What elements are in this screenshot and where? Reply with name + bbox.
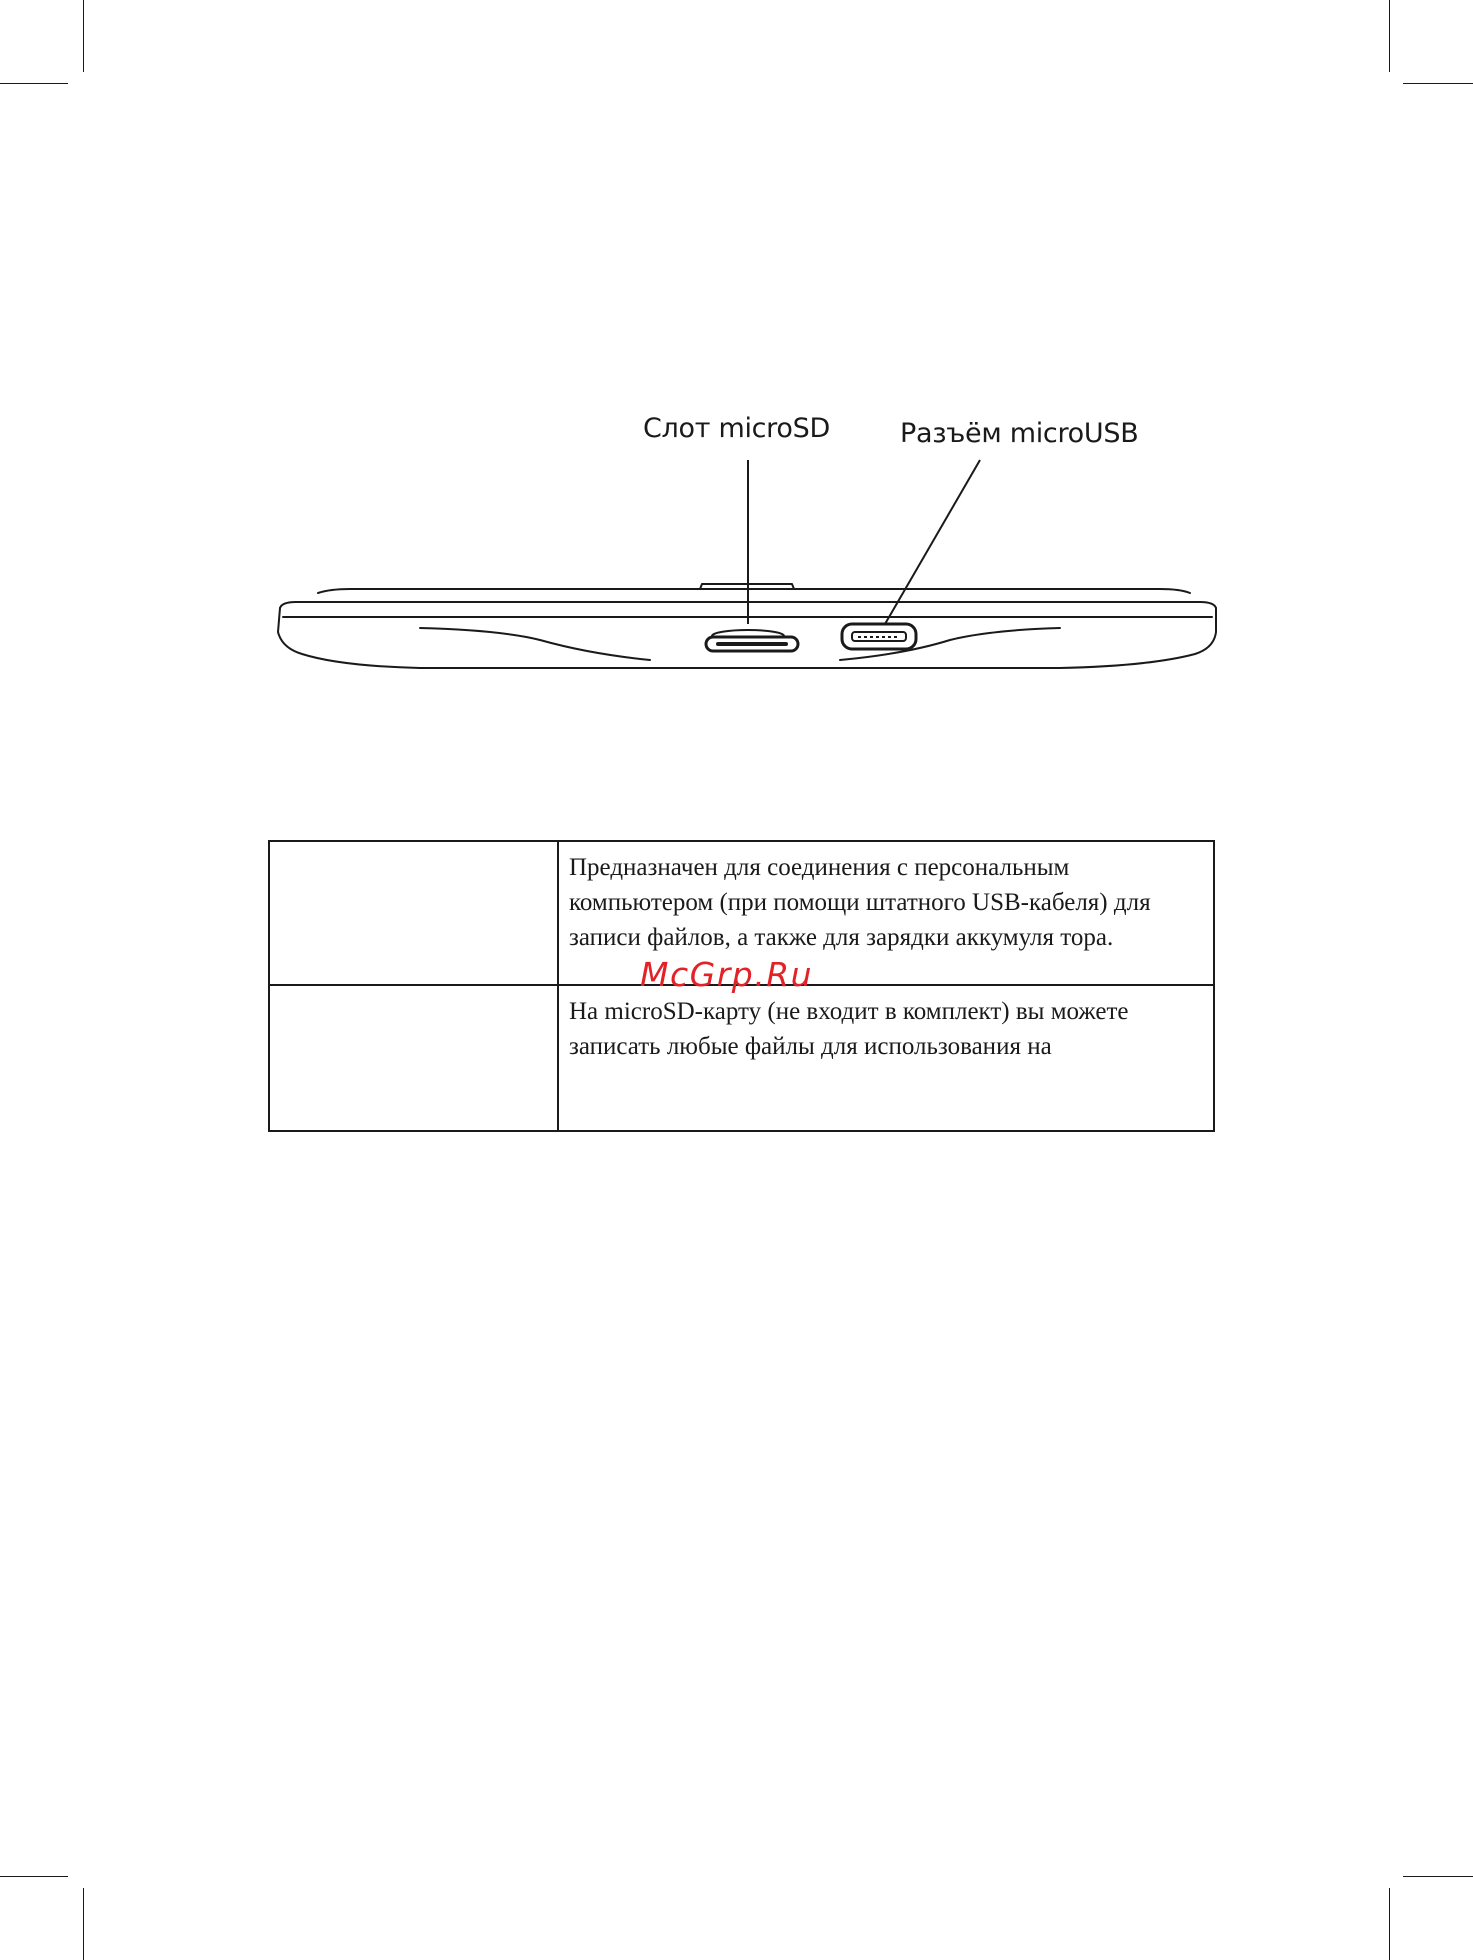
table-row-microsd [269, 985, 1214, 1131]
crop-mark-bottom-right-vertical [1389, 1888, 1390, 1960]
table-cell-description: На microSD-карту (не входит в комплект) вы можете записать любые файлы для использования на [558, 985, 1214, 1131]
microusb-port-graphic [842, 624, 916, 649]
device-edge-diagram [0, 0, 1473, 760]
crop-mark-bottom-right-horizontal [1403, 1876, 1473, 1877]
device-lower-shell [420, 628, 650, 660]
crop-mark-bottom-left-vertical [83, 1888, 84, 1960]
microusb-callout-line [885, 460, 980, 624]
crop-mark-bottom-left-horizontal [0, 1876, 68, 1877]
microusb-port-label: Разъём microUSB [900, 418, 1139, 449]
watermark: McGrp.Ru [640, 955, 814, 994]
table-cell-name [269, 985, 558, 1131]
device-edge-illustration [0, 0, 1473, 760]
table-cell-description: Предназначен для соединения с персональным компьютером (при помощи штатного USB-кабеля) для записи файлов, а также для зарядки аккумуля тора. [558, 841, 1214, 985]
microsd-slot-graphic [706, 630, 798, 651]
table-cell-name [269, 841, 558, 985]
device-top-edge [318, 589, 1190, 593]
microsd-slot-label: Слот microSD [643, 413, 830, 444]
